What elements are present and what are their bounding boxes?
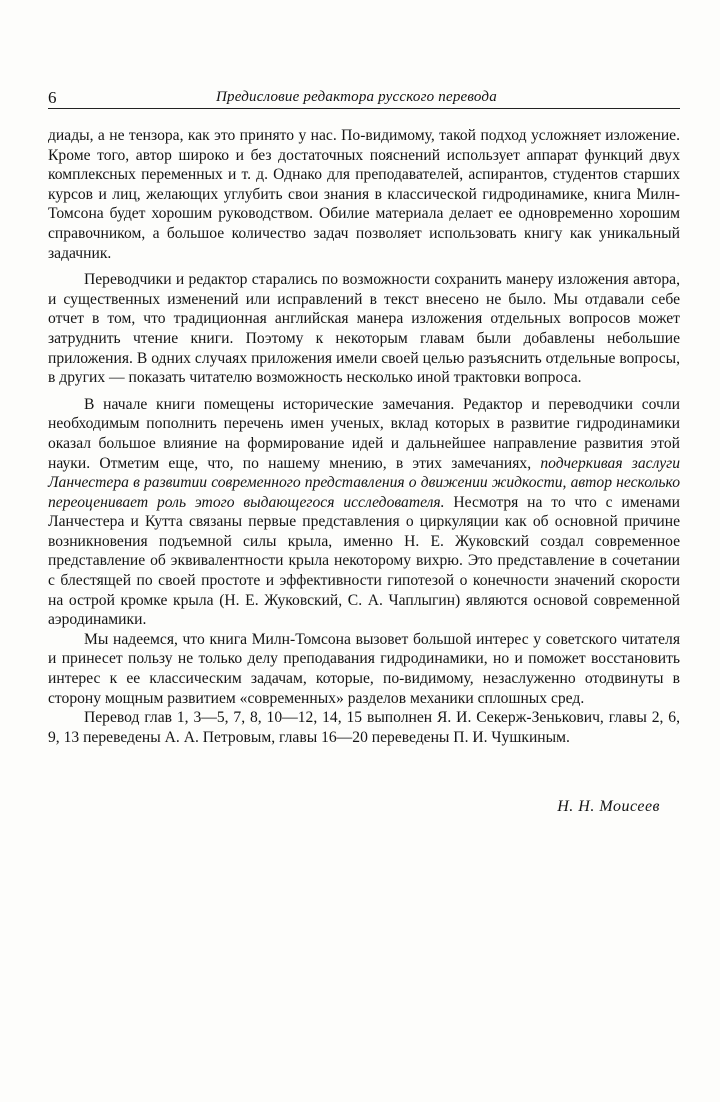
running-head-title: Предисловие редактора русского перевода (216, 89, 497, 105)
paragraph-historical-notes-part1: В начале книги помещены исторические замечания. Редактор и переводчики сочли необходимым пополнить перечень имен ученых, вклад которых в развитие гидродинамики оказал большое влияние на формирование идей и дальнейшее направление развития этой науки. Отметим еще, что, по нашему мнению, в этих замечаниях, (48, 395, 680, 472)
paragraph-historical-notes-part2: Несмотря на то что с именами Ланчестера и Кутта связаны первые представления о циркуляции как об основной причине возникновения подъемной силы крыла, именно Н. Е. Жуковский создал современное представление об эквивалентности крыла некоторому вихрю. Это представление в сочетании с блестящей по своей простоте и эффективности гипотезой о конечности значений скорости на острой кромке крыла (Н. Е. Жуковский, С. А. Чаплыгин) являются основой современной аэродинамики. (48, 493, 680, 629)
paragraph-historical-notes (48, 395, 680, 630)
paragraph-continuation: диады, а не тензора, как это принято у нас. По-видимому, такой подход усложняет изложение. Кроме того, автор широко и без достаточных пояснений использует аппарат функций двух комплексных переменных и т. д. Однако для преподавателей, аспирантов, студентов старших курсов и лиц, желающих углубить свои знания в классической гидродинамике, книга Милн-Томсона будет хорошим руководством. Обилие материала делает ее одновременно хорошим справочником, а большое количество задач позволяет использовать книгу как уникальный задачник. (48, 127, 680, 262)
paragraph-hope: Мы надеемся, что книга Милн-Томсона вызовет большой интерес у советского читателя и принесет пользу не только делу преподавания гидродинамики, но и поможет восстановить интерес к ее классическим задачам, которые, по-видимому, незаслуженно отодвинуты в сторону мощным развитием «современных» разделов механики сплошных сред. (48, 630, 680, 707)
paragraph-historical-notes-italic: подчеркивая заслуги Ланчестера в развитии современного представления о движении жидкости, автор несколько переоценивает роль этого выдающегося исследователя. (48, 454, 680, 511)
body-text (48, 126, 680, 747)
paragraph-translators-approach: Переводчики и редактор старались по возможности сохранить манеру изложения автора, и существенных изменений или исправлений в текст внесено не было. Мы отдавали себе отчет в том, что традиционная английская манера изложения отдельных вопросов может затруднить чтение книги. Поэтому к некоторым главам были добавлены небольшие приложения. В одних случаях приложения имели своей целью разъяснить отдельные вопросы, в других — показать читателю возможность несколько иной трактовки вопроса. (48, 271, 680, 387)
running-head (48, 88, 680, 109)
editor-signature: Н. Н. Моисеев (557, 798, 660, 815)
paragraph-translation-credits: Перевод глав 1, 3—5, 7, 8, 10—12, 14, 15 выполнен Я. И. Секерж-Зенькович, главы 2, 6, 9, 13 переведены А. А. Петровым, главы 16—20 переведены П. И. Чушкиным. (48, 709, 680, 746)
page-number: 6 (48, 88, 57, 107)
